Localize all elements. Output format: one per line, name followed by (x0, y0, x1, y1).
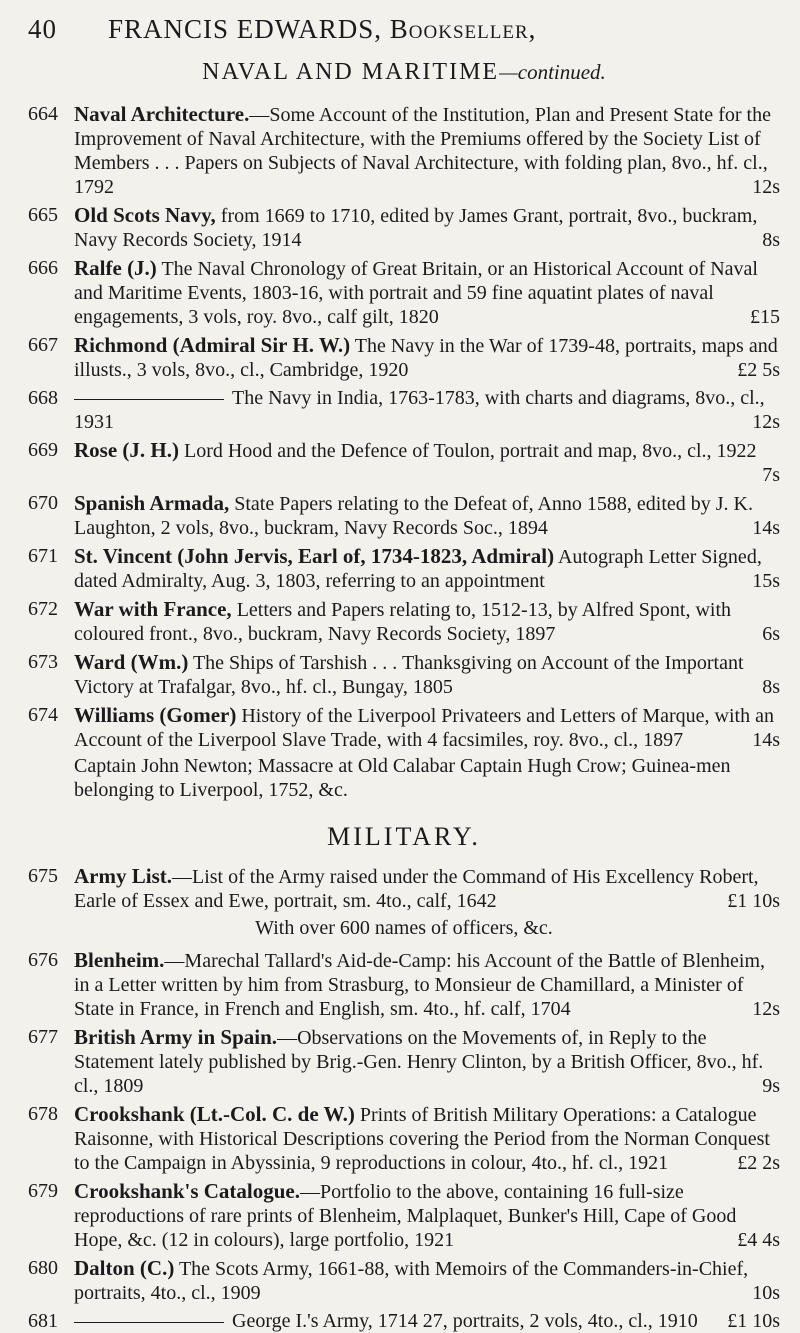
entry-price: £1 10s (727, 890, 780, 912)
entry-note: With over 600 names of officers, &c. (255, 917, 553, 939)
catalogue-entry (28, 948, 780, 1021)
catalogue-entry (28, 203, 780, 252)
entry-price: 12s (752, 411, 780, 433)
catalogue-entry (28, 256, 780, 329)
entry-number: 674 (28, 704, 58, 726)
entry-price: 15s (752, 570, 780, 592)
entry-price: 12s (752, 998, 780, 1020)
entry-number: 670 (28, 492, 58, 514)
catalogue-entry (28, 703, 780, 752)
catalogue-entry (28, 1102, 780, 1175)
catalogue-entry (28, 864, 780, 913)
entry-description: The Navy in India, 1763-1783, with charts and diagrams, 8vo., cl., 1931 (74, 387, 765, 433)
entry-price: 9s (762, 1075, 780, 1097)
entry-price: 14s (752, 517, 780, 539)
entry-price: 8s (762, 229, 780, 251)
catalogue-entry (28, 102, 780, 199)
entry-heading: Richmond (Admiral Sir H. W.) (74, 333, 351, 357)
entry-number: 664 (28, 103, 58, 125)
entry-price: 7s (762, 464, 780, 486)
entry-description: —Observations on the Movements of, in Reply to the Statement lately published by Brig.-Gen. Henry Clinton, by a British Officer, 8vo., hf. cl., 1809 (74, 1027, 764, 1097)
entry-number: 675 (28, 865, 58, 887)
entry-description: Lord Hood and the Defence of Toulon, portrait and map, 8vo., cl., 1922 (178, 440, 757, 462)
entry-price: 14s (752, 729, 780, 751)
catalogue-entry (28, 1025, 780, 1098)
catalogue-entry (28, 438, 780, 487)
entry-description: Letters and Papers relating to, 1512-13, by Alfred Spont, with coloured front., 8vo., buckram, Navy Records Society, 1897 (74, 599, 732, 645)
entry-price: 8s (762, 676, 780, 698)
section-title: NAVAL AND MARITIME (202, 59, 500, 85)
catalogue-entry (28, 650, 780, 699)
running-head (28, 0, 780, 45)
entry-heading: Ralfe (J.) (74, 256, 157, 280)
entry-heading: Crookshank (Lt.-Col. C. de W.) (74, 1102, 355, 1126)
section-heading-military: MILITARY. (327, 822, 481, 851)
entry-description: The Ships of Tarshish . . . Thanksgiving on Account of the Important Victory at Trafalgar, 8vo., hf. cl., Bungay, 1805 (74, 652, 744, 698)
entry-description: —Marechal Tallard's Aid-de-Camp: his Account of the Battle of Blenheim, in a Letter written by him from Strasburg, to Monsieur de Chamillard, a Minister of State in France, in French and English, sm. 4to., hf. calf, 1704 (74, 950, 765, 1020)
section-subtitle: —continued. (499, 60, 606, 84)
entry-number: 667 (28, 334, 58, 356)
entry-price: 12s (752, 176, 780, 198)
entry-description: State Papers relating to the Defeat of, Anno 1588, edited by J. K. Laughton, 2 vols, 8vo., buckram, Navy Records Soc., 1894 (74, 493, 754, 539)
entry-description: The Naval Chronology of Great Britain, or an Historical Account of Naval and Maritime Events, 1803-16, with portrait and 59 fine aquatint plates of naval engagements, 3 vols, roy. 8vo., calf gilt, 1820 (74, 258, 758, 328)
entry-description: —List of the Army raised under the Command of His Excellency Robert, Earle of Essex and Ewe, portrait, sm. 4to., calf, 1642 (74, 866, 759, 912)
entry-heading: Old Scots Navy, (74, 203, 216, 227)
entry-heading: Rose (J. H.) (74, 438, 179, 462)
catalogue-entry (28, 1256, 780, 1305)
entry-number: 672 (28, 598, 58, 620)
entry-number: 671 (28, 545, 58, 567)
catalogue-entry (28, 333, 780, 382)
entry-note: Captain John Newton; Massacre at Old Calabar Captain Hugh Crow; Guinea-men belonging to Liverpool, 1752, &c. (74, 755, 731, 801)
entry-number: 666 (28, 257, 58, 279)
entry-description: Autograph Letter Signed, dated Admiralty, Aug. 3, 1803, referring to an appointment (74, 546, 762, 592)
ditto-rule (74, 1322, 224, 1323)
entry-heading: Crookshank's Catalogue. (74, 1179, 300, 1203)
entry-number: 678 (28, 1103, 58, 1125)
entry-heading: War with France, (74, 597, 232, 621)
entry-number: 668 (28, 387, 58, 409)
entry-number: 679 (28, 1180, 58, 1202)
entry-description: —Portfolio to the above, containing 16 full-size reproductions of rare prints of Blenheim, Malplaquet, Bunker's Hill, Cape of Good Hope, &c. (12 in colours), large portfolio, 1921 (74, 1181, 737, 1251)
section-heading-naval (28, 59, 780, 86)
ditto-rule (74, 399, 224, 400)
entry-price: £4 4s (737, 1229, 780, 1251)
entry-price: £2 2s (737, 1152, 780, 1174)
entry-price: £2 5s (737, 359, 780, 381)
entry-heading: Ward (Wm.) (74, 650, 189, 674)
entry-description: The Scots Army, 1661-88, with Memoirs of the Commanders-in-Chief, portraits, 4to., cl., 1909 (74, 1258, 749, 1304)
page-number: 40 (28, 14, 57, 44)
entry-heading: Army List. (74, 864, 172, 888)
entry-description: History of the Liverpool Privateers and Letters of Marque, with an Account of the Liverpool Slave Trade, with 4 facsimiles, roy. 8vo., cl., 1897 (74, 705, 774, 751)
entry-heading: Williams (Gomer) (74, 703, 237, 727)
entry-heading: Dalton (C.) (74, 1256, 175, 1280)
naval-entries (28, 102, 780, 802)
entry-description: George I.'s Army, 1714 27, portraits, 2 vols, 4to., cl., 1910 (232, 1310, 698, 1332)
catalogue-entry (28, 597, 780, 646)
entry-number: 665 (28, 204, 58, 226)
entry-price: £1 10s (727, 1310, 780, 1332)
entry-price: £15 (750, 306, 780, 328)
catalogue-entry (28, 1179, 780, 1252)
entry-price: 6s (762, 623, 780, 645)
entry-price: 10s (752, 1282, 780, 1304)
entry-description: —Some Account of the Institution, Plan and Present State for the Improvement of Naval Architecture, with the Premiums offered by the Society List of Members . . . Papers on Subjects of Naval Architecture, with folding plan, 8vo., hf. cl., 1792 (74, 104, 771, 198)
entry-number: 676 (28, 949, 58, 971)
entry-number: 673 (28, 651, 58, 673)
catalogue-entry (28, 491, 780, 540)
entry-description: The Navy in the War of 1739-48, portraits, maps and illusts., 3 vols, 8vo., cl., Cambridge, 1920 (74, 335, 778, 381)
entry-number: 681 (28, 1310, 58, 1332)
entry-description: Prints of British Military Operations: a Catalogue Raisonne, with Historical Descriptions covering the Period from the Norman Conquest to the Campaign in Abyssinia, 9 reproductions in colour, 4to., hf. cl., 1921 (74, 1104, 770, 1174)
entry-heading: British Army in Spain. (74, 1025, 278, 1049)
military-entries (28, 864, 780, 1333)
running-title: FRANCIS EDWARDS, Bookseller, (108, 14, 537, 44)
entry-heading: Naval Architecture. (74, 102, 250, 126)
entry-heading: Blenheim. (74, 948, 165, 972)
entry-number: 677 (28, 1026, 58, 1048)
catalogue-entry (28, 544, 780, 593)
entry-heading: Spanish Armada, (74, 491, 230, 515)
catalogue-entry (28, 1309, 780, 1333)
entry-number: 680 (28, 1257, 58, 1279)
entry-description: from 1669 to 1710, edited by James Grant, portrait, 8vo., buckram, Navy Records Society, 1914 (74, 205, 758, 251)
entry-heading: St. Vincent (John Jervis, Earl of, 1734-1823, Admiral) (74, 544, 555, 568)
entry-number: 669 (28, 439, 58, 461)
catalogue-entry (28, 386, 780, 434)
